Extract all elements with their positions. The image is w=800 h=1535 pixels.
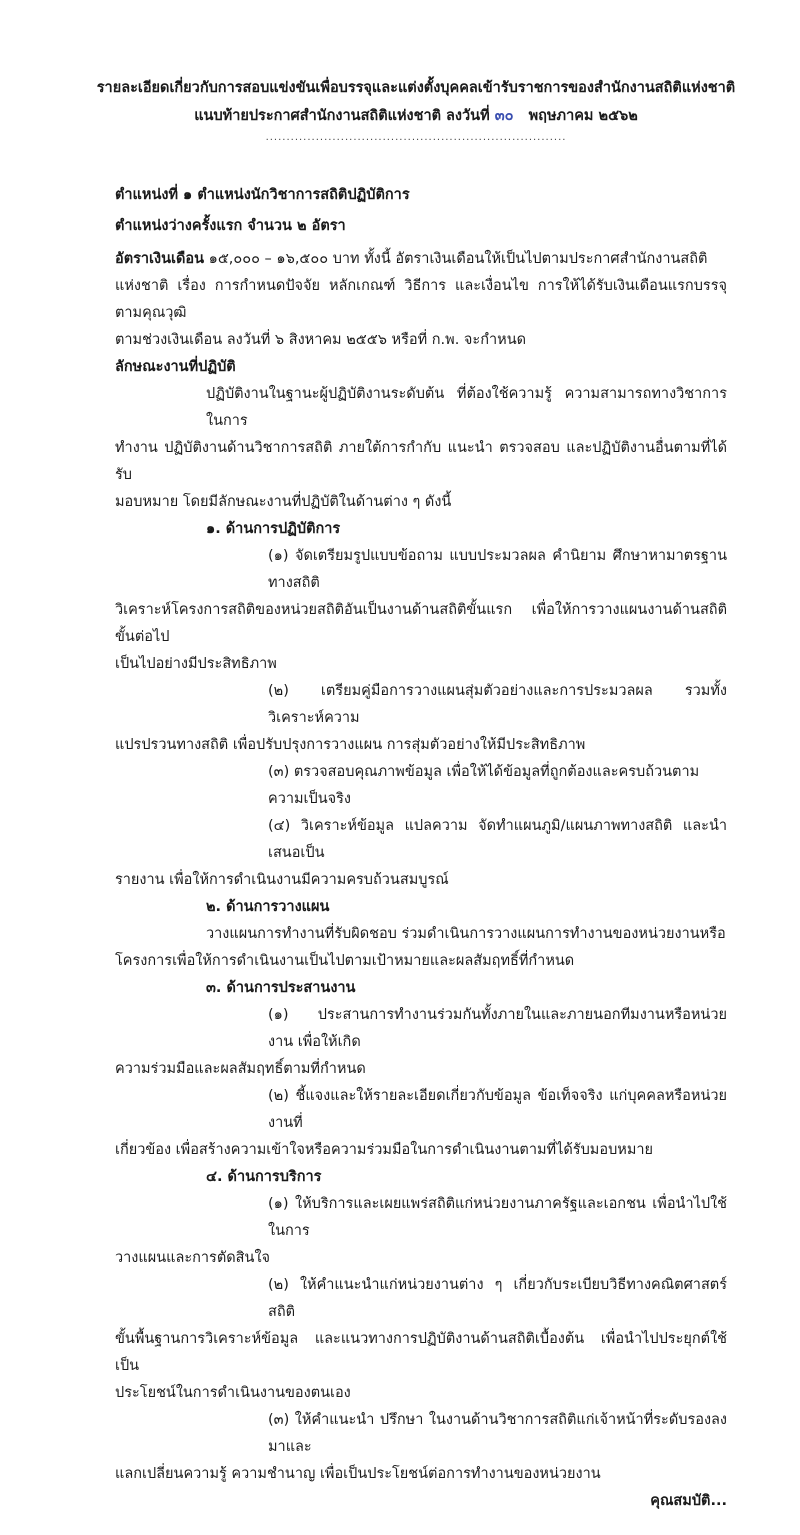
duty-item: รายงาน เพื่อให้การดำเนินงานมีความครบถ้วนสมบูรณ์ [115,872,449,888]
section-heading: ๒. ด้านการวางแผน [206,899,330,915]
duty-item: วิเคราะห์โครงการสถิติของหน่วยสถิติอันเป็นงานด้านสถิติขั้นแรก เพื่อให้การวางแผนงานด้านสถิติขั้นต่อไป [115,602,727,645]
section-heading: ๓. ด้านการประสานงาน [206,980,356,996]
document-title: รายละเอียดเกี่ยวกับการสอบแข่งขันเพื่อบรรจุและแต่งตั้งบุคคลเข้ารับราชการของสำนักงานสถิติแห่งชาติ [96,80,736,96]
vacancy-count: ตำแหน่งว่างครั้งแรก จำนวน ๒ อัตรา [115,218,346,234]
subtitle-suffix: พฤษภาคม ๒๕๖๒ [528,108,638,124]
duty-item: วางแผนการทำงานที่รับผิดชอบ ร่วมดำเนินการวางแผนการทำงานของหน่วยงานหรือ [206,926,726,942]
position-title: ตำแหน่งที่ ๑ ตำแหน่งนักวิชาการสถิติปฏิบัติการ [115,187,410,203]
salary-line: แห่งชาติ เรื่อง การกำหนดปัจจัย หลักเกณฑ์ วิธีการ และเงื่อนไข การให้ได้รับเงินเดือนแรกบรรจุตามคุณวุฒิ [115,278,727,321]
duty-item: (๔) วิเคราะห์ข้อมูล แปลความ จัดทำแผนภูมิ/แผนภาพทางสถิติ และนำเสนอเป็น [268,818,727,861]
salary-line [115,246,727,273]
duties-intro: ทำงาน ปฏิบัติงานด้านวิชาการสถิติ ภายใต้การกำกับ แนะนำ ตรวจสอบ และปฏิบัติงานอื่นตามที่ได้รับ [115,440,727,483]
salary-line: ตามช่วงเงินเดือน ลงวันที่ ๖ สิงหาคม ๒๕๕๖ หรือที่ ก.พ. จะกำหนด [115,332,527,348]
duty-item: (๓) ตรวจสอบคุณภาพข้อมูล เพื่อให้ได้ข้อมูลที่ถูกต้องและครบถ้วนตามความเป็นจริง [268,764,700,807]
handwritten-day: ๓๐ [494,108,514,124]
continued-marker: คุณสมบัติ... [650,1493,727,1509]
duty-item: เป็นไปอย่างมีประสิทธิภาพ [115,656,277,672]
salary-text: ๑๕,๐๐๐ – ๑๖,๕๐๐ บาท ทั้งนี้ อัตราเงินเดือนให้เป็นไปตามประกาศสำนักงานสถิติ [204,251,708,267]
duty-item: (๒) ให้คำแนะนำแก่หน่วยงานต่าง ๆ เกี่ยวกับระเบียบวิธีทางคณิตศาสตร์ สถิติ [268,1277,727,1320]
duties-intro: มอบหมาย โดยมีลักษณะงานที่ปฏิบัติในด้านต่าง ๆ ดังนี้ [115,494,452,510]
duty-item: แลกเปลี่ยนความรู้ ความชำนาญ เพื่อเป็นประโยชน์ต่อการทำงานของหน่วยงาน [115,1466,601,1482]
duty-item: (๓) ให้คำแนะนำ ปรึกษา ในงานด้านวิชาการสถิติแก่เจ้าหน้าที่ระดับรองลงมาและ [268,1412,727,1455]
separator: ........................................................................ [265,132,567,143]
duty-item: (๒) ชี้แจงและให้รายละเอียดเกี่ยวกับข้อมูล ข้อเท็จจริง แก่บุคคลหรือหน่วยงานที่ [268,1088,727,1131]
section-heading: ๑. ด้านการปฏิบัติการ [206,521,341,537]
salary-label: อัตราเงินเดือน [115,251,204,267]
duty-item: แปรปรวนทางสถิติ เพื่อปรับปรุงการวางแผน การสุ่มตัวอย่างให้มีประสิทธิภาพ [115,737,586,753]
duty-item: (๑) ประสานการทำงานร่วมกันทั้งภายในและภายนอกทีมงานหรือหน่วยงาน เพื่อให้เกิด [268,1007,727,1050]
duties-heading: ลักษณะงานที่ปฏิบัติ [115,359,236,375]
duty-item: (๒) เตรียมคู่มือการวางแผนสุ่มตัวอย่างและการประมวลผล รวมทั้งวิเคราะห์ความ [268,683,727,726]
duties-intro: ปฏิบัติงานในฐานะผู้ปฏิบัติงานระดับต้น ที่ต้องใช้ความรู้ ความสามารถทางวิชาการในการ [206,386,727,429]
document-subtitle [60,102,772,130]
duty-item: เกี่ยวข้อง เพื่อสร้างความเข้าใจหรือความร่วมมือในการดำเนินงานตามที่ได้รับมอบหมาย [115,1142,654,1158]
duty-item: (๑) ให้บริการและเผยแพร่สถิติแก่หน่วยงานภาครัฐและเอกชน เพื่อนำไปใช้ในการ [268,1196,727,1239]
duty-item: ประโยชน์ในการดำเนินงานของตนเอง [115,1385,351,1401]
duty-item: ขั้นพื้นฐานการวิเคราะห์ข้อมูล และแนวทางการปฏิบัติงานด้านสถิติเบื้องต้น เพื่อนำไปประยุกต์ใช้เป็น [115,1331,727,1374]
duty-item: วางแผนและการตัดสินใจ [115,1250,271,1266]
duty-item: ความร่วมมือและผลสัมฤทธิ์ตามที่กำหนด [115,1061,366,1077]
duty-item: (๑) จัดเตรียมรูปแบบข้อถาม แบบประมวลผล คำนิยาม ศึกษาหามาตรฐานทางสถิติ [268,548,727,591]
section-heading: ๔. ด้านการบริการ [206,1169,322,1185]
duty-item: โครงการเพื่อให้การดำเนินงานเป็นไปตามเป้าหมายและผลสัมฤทธิ์ที่กำหนด [115,953,575,969]
subtitle-prefix: แนบท้ายประกาศสำนักงานสถิติแห่งชาติ ลงวันที่ [194,108,490,124]
